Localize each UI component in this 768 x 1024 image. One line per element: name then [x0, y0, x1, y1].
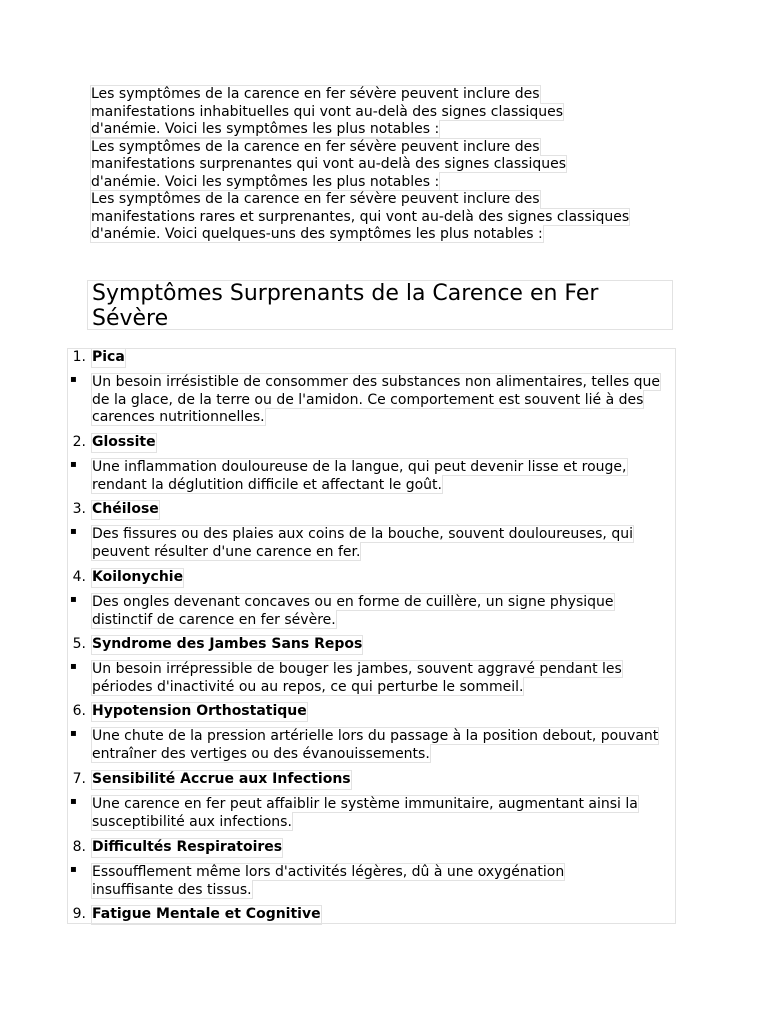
item-title: Glossite — [92, 434, 156, 450]
item-description: Un besoin irrésistible de consommer des substances non alimentaires, telles que de la glace, de la terre ou de l'amidon. Ce comportement est souvent lié à des carences nutritionnelles. — [92, 374, 660, 425]
item-description: Une inflammation douloureuse de la langue, qui peut devenir lisse et rouge, rendant la déglutition difficile et affectant le goût. — [92, 459, 627, 493]
intro-paragraph: Les symptômes de la carence en fer sévère peuvent inclure des manifestations inhabituelles qui vont au-delà des signes classiques d'anémie. Voici les symptômes les plus notables : — [91, 86, 564, 137]
item-description: Essoufflement même lors d'activités légères, dû à une oxygénation insuffisante des tissus. — [92, 864, 565, 898]
bullet-icon: ▪ — [70, 526, 77, 537]
bullet-icon: ▪ — [70, 796, 77, 807]
item-number: 4. — [72, 569, 86, 585]
bullet-icon: ▪ — [70, 864, 77, 875]
intro-text — [91, 86, 631, 244]
bullet-icon: ▪ — [70, 374, 77, 385]
section-heading — [87, 280, 673, 330]
item-title: Sensibilité Accrue aux Infections — [92, 771, 351, 787]
item-title: Hypotension Orthostatique — [92, 703, 307, 719]
bullet-icon: ▪ — [70, 594, 77, 605]
intro-paragraph: Les symptômes de la carence en fer sévère peuvent inclure des manifestations surprenantes qui vont au-delà des signes classiques d'anémie. Voici les symptômes les plus notables : — [91, 138, 567, 190]
bullet-icon: ▪ — [70, 728, 77, 739]
item-number: 2. — [72, 434, 86, 450]
symptom-list — [67, 348, 676, 924]
item-number: 1. — [72, 349, 86, 365]
item-description: Une chute de la pression artérielle lors du passage à la position debout, pouvant entraîner des vertiges ou des évanouissements. — [92, 728, 659, 762]
item-number: 3. — [72, 501, 86, 517]
item-number: 6. — [72, 703, 86, 719]
item-title: Difficultés Respiratoires — [92, 839, 283, 855]
item-number: 9. — [72, 906, 86, 922]
item-number: 7. — [72, 771, 86, 787]
item-title: Koilonychie — [92, 569, 184, 585]
item-number: 5. — [72, 636, 86, 652]
item-description: Des fissures ou des plaies aux coins de la bouche, souvent douloureuses, qui peuvent résulter d'une carence en fer. — [92, 526, 633, 560]
item-description: Une carence en fer peut affaiblir le système immunitaire, augmentant ainsi la susceptibilité aux infections. — [92, 796, 638, 830]
bullet-icon: ▪ — [70, 459, 77, 470]
item-description: Un besoin irrépressible de bouger les jambes, souvent aggravé pendant les périodes d'inactivité ou au repos, ce qui perturbe le sommeil. — [92, 661, 622, 695]
bullet-icon: ▪ — [70, 661, 77, 672]
item-title: Syndrome des Jambes Sans Repos — [92, 636, 363, 652]
item-number: 8. — [72, 839, 86, 855]
item-title: Pica — [92, 349, 125, 365]
item-description: Des ongles devenant concaves ou en forme de cuillère, un signe physique distinctif de carence en fer sévère. — [92, 594, 614, 628]
item-title: Chéilose — [92, 501, 159, 517]
item-title: Fatigue Mentale et Cognitive — [92, 906, 321, 922]
intro-paragraph: Les symptômes de la carence en fer sévère peuvent inclure des manifestations rares et surprenantes, qui vont au-delà des signes classiques d'anémie. Voici quelques-uns des symptômes les plus notables : — [91, 191, 630, 242]
section-heading-text: Symptômes Surprenants de la Carence en Fer Sévère — [92, 281, 599, 331]
